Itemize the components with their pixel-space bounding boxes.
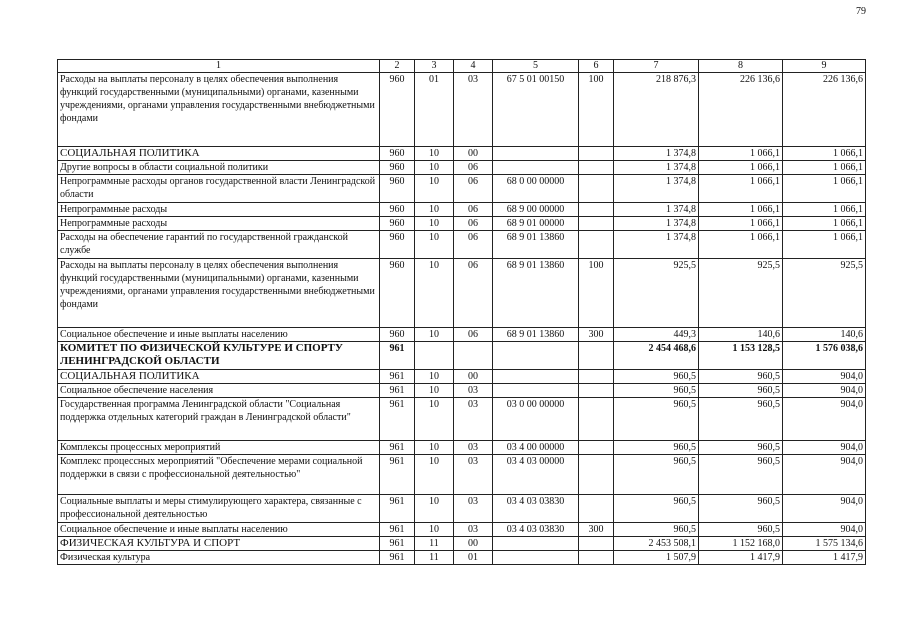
row-code-subsection: 00 (454, 537, 493, 551)
row-code-target (493, 370, 579, 384)
table-row (58, 455, 866, 495)
row-code-ministry: 961 (380, 370, 415, 384)
column-header-2: 2 (380, 60, 415, 73)
column-header-6: 6 (579, 60, 614, 73)
row-code-ministry: 961 (380, 523, 415, 537)
column-header-7: 7 (614, 60, 699, 73)
row-code-section: 10 (415, 231, 454, 259)
row-code-expense-type (579, 495, 614, 523)
row-code-section: 10 (415, 398, 454, 441)
row-code-subsection: 03 (454, 441, 493, 455)
row-amount-col8: 1 417,9 (699, 551, 783, 565)
row-name: Государственная программа Ленинградской области "Социальная поддержка отдельных категорий граждан в Ленинградской области" (58, 398, 380, 441)
row-amount-col8: 1 066,1 (699, 203, 783, 217)
row-code-ministry: 960 (380, 175, 415, 203)
row-code-target: 68 9 01 13860 (493, 231, 579, 259)
row-code-target: 68 9 01 00000 (493, 217, 579, 231)
row-amount-col7: 1 374,8 (614, 217, 699, 231)
row-code-section: 11 (415, 537, 454, 551)
table-row (58, 398, 866, 441)
row-name: Расходы на выплаты персоналу в целях обеспечения выполнения функций государственными (муниципальными) органами, казенными учреждениями, органами управления государственными внебюджетными фондами (58, 259, 380, 328)
row-name: Социальные выплаты и меры стимулирующего характера, связанные с профессиональной деятельностью (58, 495, 380, 523)
row-amount-col8: 960,5 (699, 441, 783, 455)
row-amount-col7: 960,5 (614, 495, 699, 523)
row-amount-col9: 904,0 (783, 523, 866, 537)
row-amount-col8: 960,5 (699, 398, 783, 441)
table-row (58, 161, 866, 175)
row-name: СОЦИАЛЬНАЯ ПОЛИТИКА (58, 370, 380, 384)
row-amount-col9: 925,5 (783, 259, 866, 328)
row-code-ministry: 960 (380, 161, 415, 175)
row-code-subsection (454, 342, 493, 370)
row-amount-col8: 960,5 (699, 455, 783, 495)
row-code-expense-type: 100 (579, 73, 614, 147)
column-header-4: 4 (454, 60, 493, 73)
row-name: Расходы на выплаты персоналу в целях обеспечения выполнения функций государственными (муниципальными) органами, казенными учреждениями, органами управления государственными внебюджетными фондами (58, 73, 380, 147)
row-code-expense-type (579, 147, 614, 161)
row-amount-col7: 960,5 (614, 370, 699, 384)
row-code-target: 03 4 00 00000 (493, 441, 579, 455)
row-code-expense-type (579, 370, 614, 384)
row-code-section: 10 (415, 370, 454, 384)
row-amount-col7: 1 507,9 (614, 551, 699, 565)
row-amount-col7: 2 453 508,1 (614, 537, 699, 551)
row-code-ministry: 960 (380, 328, 415, 342)
row-code-section: 10 (415, 259, 454, 328)
row-code-subsection: 06 (454, 328, 493, 342)
row-code-expense-type (579, 161, 614, 175)
row-amount-col8: 1 066,1 (699, 161, 783, 175)
row-amount-col9: 140,6 (783, 328, 866, 342)
row-code-expense-type (579, 203, 614, 217)
row-code-ministry: 960 (380, 231, 415, 259)
row-amount-col7: 218 876,3 (614, 73, 699, 147)
row-code-section: 10 (415, 523, 454, 537)
row-code-section: 10 (415, 495, 454, 523)
row-code-section: 10 (415, 441, 454, 455)
row-code-expense-type (579, 384, 614, 398)
row-code-expense-type: 300 (579, 523, 614, 537)
column-number-row (58, 60, 866, 73)
budget-table (57, 59, 866, 565)
row-amount-col9: 904,0 (783, 495, 866, 523)
table-row (58, 147, 866, 161)
column-header-3: 3 (415, 60, 454, 73)
row-code-section: 10 (415, 217, 454, 231)
row-name: Социальное обеспечение и иные выплаты населению (58, 523, 380, 537)
table-row (58, 231, 866, 259)
row-code-section (415, 342, 454, 370)
row-amount-col7: 960,5 (614, 384, 699, 398)
row-amount-col8: 925,5 (699, 259, 783, 328)
table-row (58, 175, 866, 203)
row-name: Расходы на обеспечение гарантий по государственной гражданской службе (58, 231, 380, 259)
row-name: ФИЗИЧЕСКАЯ КУЛЬТУРА И СПОРТ (58, 537, 380, 551)
row-code-target (493, 147, 579, 161)
row-code-expense-type (579, 537, 614, 551)
row-code-subsection: 06 (454, 231, 493, 259)
row-code-expense-type (579, 175, 614, 203)
row-amount-col7: 1 374,8 (614, 231, 699, 259)
row-amount-col7: 1 374,8 (614, 203, 699, 217)
table-row (58, 342, 866, 370)
row-code-subsection: 06 (454, 203, 493, 217)
row-code-section: 10 (415, 147, 454, 161)
row-code-target: 03 0 00 00000 (493, 398, 579, 441)
row-code-ministry: 961 (380, 441, 415, 455)
row-code-target (493, 551, 579, 565)
row-code-target: 03 4 03 03830 (493, 495, 579, 523)
table-row (58, 523, 866, 537)
table-row (58, 441, 866, 455)
row-code-expense-type: 100 (579, 259, 614, 328)
row-code-section: 11 (415, 551, 454, 565)
row-code-subsection: 03 (454, 398, 493, 441)
row-amount-col9: 1 417,9 (783, 551, 866, 565)
row-code-expense-type (579, 398, 614, 441)
row-code-ministry: 961 (380, 342, 415, 370)
row-amount-col7: 1 374,8 (614, 161, 699, 175)
row-code-subsection: 03 (454, 384, 493, 398)
row-code-ministry: 960 (380, 217, 415, 231)
row-amount-col8: 1 152 168,0 (699, 537, 783, 551)
row-code-subsection: 03 (454, 523, 493, 537)
row-code-ministry: 960 (380, 203, 415, 217)
row-code-section: 10 (415, 384, 454, 398)
row-name: КОМИТЕТ ПО ФИЗИЧЕСКОЙ КУЛЬТУРЕ И СПОРТУ ЛЕНИНГРАДСКОЙ ОБЛАСТИ (58, 342, 380, 370)
row-amount-col9: 1 576 038,6 (783, 342, 866, 370)
row-name: Социальное обеспечение населения (58, 384, 380, 398)
row-name: Комплекс процессных мероприятий "Обеспечение мерами социальной поддержки в связи с профессиональной деятельностью" (58, 455, 380, 495)
row-amount-col7: 1 374,8 (614, 175, 699, 203)
table-row (58, 328, 866, 342)
row-amount-col7: 960,5 (614, 523, 699, 537)
row-code-subsection: 00 (454, 370, 493, 384)
row-code-section: 10 (415, 203, 454, 217)
table-row (58, 495, 866, 523)
row-amount-col7: 449,3 (614, 328, 699, 342)
row-amount-col7: 960,5 (614, 441, 699, 455)
row-code-target: 67 5 01 00150 (493, 73, 579, 147)
column-header-1: 1 (58, 60, 380, 73)
row-amount-col9: 1 575 134,6 (783, 537, 866, 551)
row-amount-col8: 1 066,1 (699, 147, 783, 161)
row-name: СОЦИАЛЬНАЯ ПОЛИТИКА (58, 147, 380, 161)
row-code-expense-type (579, 217, 614, 231)
row-amount-col8: 960,5 (699, 370, 783, 384)
table-row (58, 537, 866, 551)
row-amount-col9: 904,0 (783, 384, 866, 398)
row-code-target: 68 0 00 00000 (493, 175, 579, 203)
row-code-ministry: 960 (380, 147, 415, 161)
row-code-ministry: 961 (380, 398, 415, 441)
row-amount-col9: 904,0 (783, 398, 866, 441)
row-amount-col7: 925,5 (614, 259, 699, 328)
row-code-ministry: 960 (380, 73, 415, 147)
row-name: Непрограммные расходы (58, 203, 380, 217)
row-code-section: 10 (415, 455, 454, 495)
table-row (58, 384, 866, 398)
row-code-section: 10 (415, 161, 454, 175)
row-code-expense-type (579, 342, 614, 370)
row-amount-col9: 1 066,1 (783, 231, 866, 259)
row-code-subsection: 06 (454, 259, 493, 328)
row-code-subsection: 06 (454, 217, 493, 231)
row-code-target (493, 161, 579, 175)
row-amount-col8: 1 066,1 (699, 175, 783, 203)
row-code-target: 68 9 00 00000 (493, 203, 579, 217)
row-code-ministry: 961 (380, 455, 415, 495)
row-code-target (493, 342, 579, 370)
row-code-ministry: 961 (380, 551, 415, 565)
column-header-8: 8 (699, 60, 783, 73)
row-code-ministry: 961 (380, 495, 415, 523)
column-header-5: 5 (493, 60, 579, 73)
table-row (58, 370, 866, 384)
row-amount-col8: 1 153 128,5 (699, 342, 783, 370)
row-code-expense-type: 300 (579, 328, 614, 342)
row-code-subsection: 00 (454, 147, 493, 161)
row-code-target (493, 537, 579, 551)
row-amount-col7: 960,5 (614, 398, 699, 441)
row-amount-col7: 2 454 468,6 (614, 342, 699, 370)
table-row (58, 259, 866, 328)
row-name: Непрограммные расходы органов государственной власти Ленинградской области (58, 175, 380, 203)
row-amount-col9: 1 066,1 (783, 203, 866, 217)
row-amount-col9: 904,0 (783, 455, 866, 495)
column-header-9: 9 (783, 60, 866, 73)
row-name: Социальное обеспечение и иные выплаты населению (58, 328, 380, 342)
table-row (58, 73, 866, 147)
row-amount-col9: 904,0 (783, 370, 866, 384)
row-amount-col7: 1 374,8 (614, 147, 699, 161)
row-code-ministry: 960 (380, 259, 415, 328)
row-code-ministry: 961 (380, 537, 415, 551)
row-amount-col8: 1 066,1 (699, 217, 783, 231)
row-code-subsection: 06 (454, 175, 493, 203)
row-amount-col9: 1 066,1 (783, 161, 866, 175)
row-code-ministry: 961 (380, 384, 415, 398)
row-code-section: 01 (415, 73, 454, 147)
row-amount-col9: 1 066,1 (783, 147, 866, 161)
row-code-target: 68 9 01 13860 (493, 259, 579, 328)
row-code-target: 68 9 01 13860 (493, 328, 579, 342)
row-amount-col9: 226 136,6 (783, 73, 866, 147)
row-amount-col8: 960,5 (699, 384, 783, 398)
row-code-expense-type (579, 441, 614, 455)
row-code-subsection: 03 (454, 495, 493, 523)
row-amount-col7: 960,5 (614, 455, 699, 495)
row-code-expense-type (579, 455, 614, 495)
row-code-expense-type (579, 551, 614, 565)
row-name: Комплексы процессных мероприятий (58, 441, 380, 455)
table-row (58, 217, 866, 231)
row-amount-col8: 960,5 (699, 523, 783, 537)
row-code-target: 03 4 03 03830 (493, 523, 579, 537)
row-amount-col8: 140,6 (699, 328, 783, 342)
row-code-expense-type (579, 231, 614, 259)
row-code-subsection: 01 (454, 551, 493, 565)
row-amount-col8: 960,5 (699, 495, 783, 523)
row-code-target: 03 4 03 00000 (493, 455, 579, 495)
row-amount-col9: 1 066,1 (783, 217, 866, 231)
row-name: Физическая культура (58, 551, 380, 565)
page-number: 79 (856, 6, 866, 17)
table-row (58, 203, 866, 217)
row-code-section: 10 (415, 175, 454, 203)
row-code-section: 10 (415, 328, 454, 342)
row-amount-col9: 1 066,1 (783, 175, 866, 203)
row-amount-col8: 226 136,6 (699, 73, 783, 147)
row-code-subsection: 03 (454, 455, 493, 495)
row-amount-col9: 904,0 (783, 441, 866, 455)
row-name: Другие вопросы в области социальной политики (58, 161, 380, 175)
row-code-target (493, 384, 579, 398)
row-name: Непрограммные расходы (58, 217, 380, 231)
table-row (58, 551, 866, 565)
row-amount-col8: 1 066,1 (699, 231, 783, 259)
row-code-subsection: 06 (454, 161, 493, 175)
row-code-subsection: 03 (454, 73, 493, 147)
